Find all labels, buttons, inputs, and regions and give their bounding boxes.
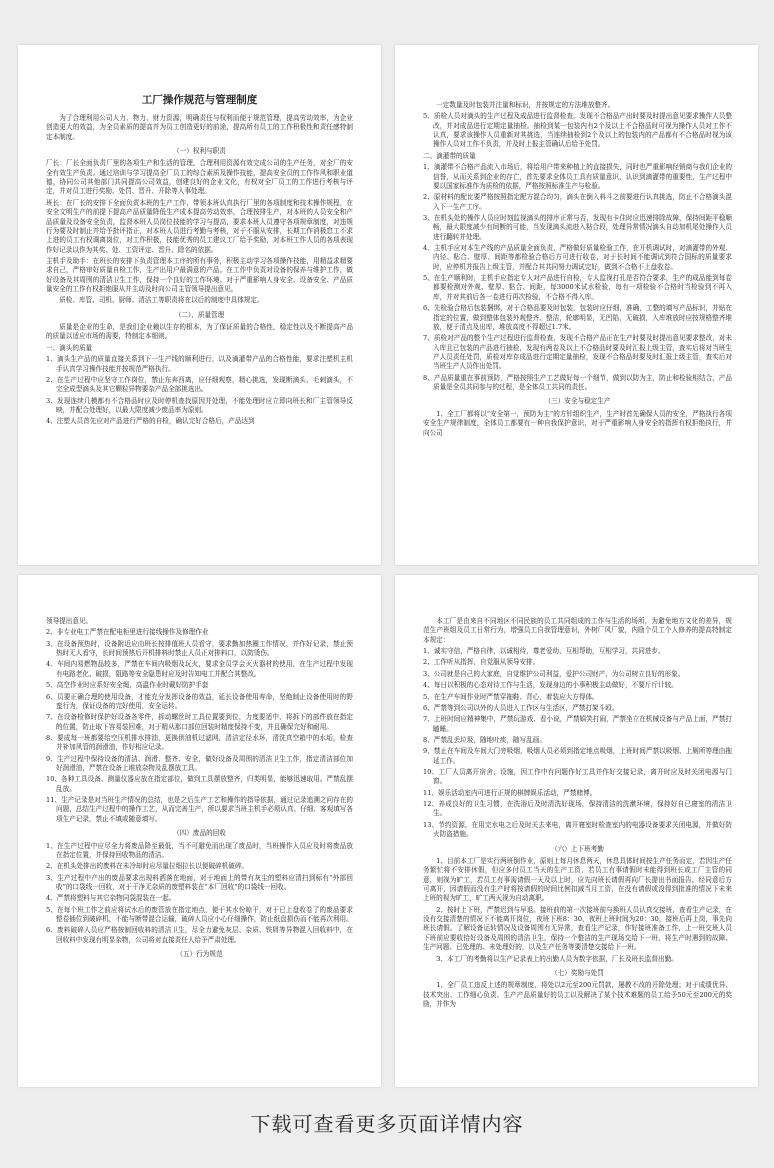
page-3 bbox=[18, 575, 381, 1087]
list-item: 11、娱乐活动室内可进行正规的棋牌娱乐活动，严禁赌博。 bbox=[423, 788, 597, 797]
paragraph: 质量是企业的生命，是我们企业赖以生存的根本，为了保证质量的合格性，稳定性以及不断提高产品的质量以适应市场的需要，特制定本细则。 bbox=[46, 323, 353, 341]
list-item: 6、严禁等到公司以外的人员进入工作区与生活区，严禁打架斗殴。 bbox=[423, 703, 619, 712]
page-4 bbox=[395, 575, 758, 1087]
intro-paragraph: 为了合理利用公司人力、物力、财力资源，明确责任与权利而便于规范管理，提高劳动效率，为企业创造更大的效益，为全员素质的提高并为员工创造更好的前途，提高所有员工的工作积极性和责任感特制定本制度。 bbox=[46, 113, 353, 141]
list-item: 6、先检验合格后包装捆绑，对于合格品要及时包装，包装时应仔细，准确，工整的填写产品标识，并贴在指定的位置，做到整体包装外观整齐、整洁，轮廓明显，无凹陷，无破损，入库堆放时应按规格整齐堆放，便于清点及出库，堆放高度不得超过1.7米。 bbox=[423, 304, 732, 331]
list-item: 11、生产记录是对当班生产情况的总结，也是之后生产工艺和操作的指导依据，通过记录追溯之问存在的问题，总结生产过程中的操作工艺，从而完善生产，所以要求当班主机手必须认真、仔细、客观填写各项生产记录，禁止不填或随意填写。 bbox=[46, 796, 353, 823]
paragraph: 3、本工厂的考勤将以生产记录表上的出勤人员为数字依据，厂长及班长监督出勤。 bbox=[436, 954, 678, 963]
list-item: 3、公司就是自己的大家庭，自觉维护公司利益，爱护公司财产，为公司树立良好的形象。 bbox=[423, 669, 685, 678]
list-item: 8、要成每一班都要给空压机排水排油，更换供油机过滤网，清洁定径水环，清洗真空箱中的水垢，检查并补加风管的润滑油，作好相应记录。 bbox=[46, 733, 353, 752]
list-item: 3、在设备预热时，设备附近应由班长按排值班人员看守，要求勤加热圈工作情况，并作好记录，禁止预热时无人看守，长时间预热后开机排料时禁止人员正对排料口，以防烫伤。 bbox=[46, 639, 353, 658]
document-title: 工厂操作规范与管理制度 bbox=[141, 94, 258, 106]
page-1 bbox=[18, 45, 381, 565]
list-item: 5、在生产顺利时，主机手应指定专人对产品进行自检，专人监视打孔是否符合要求，生产的成品能到每卷都要检测对外观、壁厚、粘合、间距，每3000米试水检验，每有一项检验不合格时当检验到不再入库，并对其前后各一卷进行再次检验，不合格不得入库。 bbox=[423, 274, 732, 301]
list-item: 4、注塑人员首先应对产品进行严格的自检，确认完好合格后，产品达到 bbox=[46, 417, 255, 426]
list-item: 1、滴头生产品的质量直接关系到下一生产线的顺利进行，以及滴灌带产品的合格性能，要求注塑机主机手认真学习操作技能并按规范严格执行。 bbox=[46, 355, 353, 373]
list-item: 4、每日以积极的心态对待工作与生活，发现身边的小事积极主动做好，不要斤斤计较。 bbox=[423, 681, 678, 690]
list-item: 1、滴灌带不合格产品流入市场后，将给用户带来种植上的直接损失，同时也严重影响经销商与我们企业的信誉，从而关系到企业的存亡，首先要求全体员工具有质量意识，认识到滴灌带的重要性，生产过程中要以国家标准作为质检的依据，严格按照标准生产与检验。 bbox=[423, 163, 732, 190]
list-item: 7、质检对产品的整个生产过程进行监督检查，发现不合格产品正在生产时要及时提出意见要求整改，对未入库且已包装的产品进行抽检，发现有两卷及以上不合格品时要及时汇报上级主管，查实后将对当班生产人员责任处罚，质检对库存成品进行定期定量抽检，发现不合格品时要及时汇报上级主管，查实后对当班生产人员作出处罚。 bbox=[423, 334, 732, 371]
list-item: 2、在生产过程中应坚守工作岗位，禁止东奔西离，应仔细观察，精心挑选，发现断滴头、毛刺滴头，不完全成型滴头及其它颗粒异物要杂产品全部挑选出。 bbox=[46, 375, 353, 394]
list-item: 12、养成良好的卫生习惯，在洗浴后及时清洗好现场，保持清洁的洗漱环境，保持好自已寝室的清洁卫生。 bbox=[423, 800, 732, 818]
list-item: 5、在每个班工作之前应将试水后的废管放在指定地点，便于其水份晾干，对于已上盘收卷了的废品要求整卷插位到破碎机，不能与断带混合运输，破碎人员应小心仔细操作，防止纸盘损伤而不能再次利用。 bbox=[46, 905, 353, 924]
subsection-heading: 一、滴头的质量 bbox=[46, 343, 93, 352]
section-heading: （二）、质量管理 bbox=[174, 310, 225, 319]
list-item: 3、发现连续几模都有不合格品时应及时停机查找原因并处理，不能处理时应立即向班长和厂主管领导反映，并配合处理好，以最大限度减少废品率为原则。 bbox=[46, 396, 353, 414]
list-item: 5、在生产车间作业时严禁穿拖鞋、背心，着装应大方得体。 bbox=[423, 692, 599, 701]
list-item: 1、在生产过程中应尽全力将废品降至最低，当不可避免而出现了废品时，当班操作人员应及时将废品放在指定位置，并保持回收物品的清洁。 bbox=[46, 841, 353, 859]
list-item: 3、在机头处的操作人员应时刻监视滴头的排序正常与否，发现有卡住时应迅速排除故障，保持间距平稳顺畅，最大限度减少有间断的可能，当发现滴头流进入粘合段，处理异常情况滴头自动加机尾处操作人员进行翻转并处理。 bbox=[423, 213, 732, 241]
list-item: 7、在设备检修时保护好设备各零件，拆动螺丝时工具位置要到位，力度要适中，将拆下的部件放在指定的位置，防止取下容易装回难，对于精从那口部位回装时精度保持不变，并且确保完好和耐用。 bbox=[46, 713, 353, 731]
list-item: 8、严禁乱丢垃圾，随地吐痰，随写乱画。 bbox=[423, 735, 546, 744]
list-item: 10、各种工具设备、测量仪器应放在指定部位，做到工具摆放整齐，归类明显，能够迅速取用。严禁乱摆乱放。 bbox=[46, 775, 353, 793]
list-item: 2、非专业电工严禁在配电柜里进行接线操作及修理作业 bbox=[46, 628, 209, 637]
list-item: 3、生产过程中产出的废品要求出现料洒落在地面，对于地面上的带有灰尘的塑料应清扫到标有“外部回收”的口袋线一回收，对于干净无杂质的废塑料装在“本厂回收”的口袋线一回收。 bbox=[46, 873, 353, 891]
paragraph: 班长：在厂长的安排下全面负责本班的生产工作，带领本班认真执行厂里的各项制度和技术操作规程，在安全文明生产的前提下提高产品质量降低生产成本提高劳动效率，合理按排生产，对本班的人员安全和产品质量及设备安全负责，监督本班人员岗位技能的学习与提高，要求本班人员遵守各项规章制度，对违规行为要及时制止并给予批评指正，对本班人员进行考勤与考核，对于不服从安排，长期工作消极怠工不求上进的员工有权调离岗位，对工作积极，技能优秀的员工建议工厂给予奖励，对本班工作人员的各项表现作好记录以作为其奖、处、工资评定、晋升、除名的依据。 bbox=[46, 198, 353, 254]
list-item: 4、严禁将塑料与其它杂物同袋混装在一起。 bbox=[46, 894, 176, 903]
section-heading: （六）上下班考勤 bbox=[551, 844, 604, 853]
download-more-caption: 下载可查看更多页面详情内容 bbox=[250, 1112, 524, 1136]
list-item: 4、车间内易燃物品较多，严禁在车间内吸烟及玩火，要求全员学会灭火器材的使用，在生产过程中发现有电路老化、破损，阻路等安全隐患时应及时告知电工并配合其整改。 bbox=[46, 660, 353, 678]
list-item: 5、质检人员对滴头的生产过程及成品进行监督检查，发现不合格品产出时要及时提出意见要求操作人员整改，并对成品进行定期定量抽检。抽检到某一包装内有2个及以上不合格品时可视为操作人员对工作不认真，要求该操作人员重新对其挑选，当连续抽检到2个及以上的包装内的产品都有不合格品时视为该操作人员对工作不负责，并及时上报主管确认后给予处罚。 bbox=[423, 112, 732, 149]
list-item: 2、工作听从指挥，自觉服从领导安排。 bbox=[423, 658, 540, 667]
list-item: 4、主机手应对本生产线的产品质量全面负责，严格做好质量检验工作，在开机调试时，对滴灌带的外观、内径、粘合、壁厚、间距等都检验合格后方可进行收卷，对于长时间不能调试到符合国标的质量要求时，应停机并报告上级主管，并配合其共同努力调试完好，做到不合格不上盘收卷。 bbox=[423, 244, 732, 271]
page-2 bbox=[395, 45, 758, 565]
list-item: 5、高空作业时应系好安全绳，高温作业时戴好防护手套 bbox=[46, 681, 209, 690]
list-item: 9、生产过程中保持设备的清洁、润滑、整齐、安全，做好设备及周围的清洁卫生工作，指定清洁部位加好润滑油，严禁在设备上堆放杂物及乱摆放工具。 bbox=[46, 754, 353, 773]
list-item: 8、产品质量重在事前预防，严格按照生产工艺做好每一个细节，做到以防为主，防止和检验相结合，产品质量是全员共同参与的过程，是全体员工共同的责任。 bbox=[423, 373, 732, 392]
list-item: 2、在机头处排出的废料在未冷却时应尽量拉细拉长以便破碎机破碎。 bbox=[46, 862, 249, 871]
list-item: 13、节约资源，在用完水电之后及时关去来电，离开寝室时检查室内的电器设备要求关闭电源，并做好防火防盗措施。 bbox=[423, 820, 732, 839]
section-heading: （五）行为规范 bbox=[176, 950, 223, 959]
paragraph: 质检、库管、司机、厨师、清洁工等职责将在以后的制度中具体规定。 bbox=[59, 296, 264, 305]
paragraph: 1、全工厂都将以“安全第一，预防为主”的方针组织生产，生产时首先确保人员的安全，严格执行各项安全生产规律制度，全体员工都要有一种自我保护意识，对于严重影响人身安全的指挥有权拒绝执行，并向公司 bbox=[423, 409, 732, 437]
paragraph: 1、目前本工厂是实行两班倒作业，原则上每月休息两天，休息具体时间按生产任务而定，若因生产任务繁忙将不安排休假，但应多付员工当天的生产工资，若员工有事请假时未能得到班长或工厂主管的同意，则视为旷工，若员工有事需请假一天及以上时，应先向班长请假再向厂长提出书面报告，经同意后方可离开，因请假而没有生产时将按请假的时间比例扣减当月工资，在没有请假或没得到批准的情况下未来上班的视为旷工，旷工两天视为自动离职。 bbox=[423, 856, 732, 903]
list-item: 2、原材料的配比要严格按照指定配方混合均匀，滴头在倒入料斗之前要进行认真挑选，防止不合格滴头混入下一生产工序。 bbox=[423, 193, 732, 211]
list-item: 1、诚实守信，严格自律，以诚相待，尊老爱幼，互相帮助，互相学习，共同进步。 bbox=[423, 647, 665, 656]
paragraph: 一定数量及时包装并注量和标识，并按规定的方法堆放整齐。 bbox=[436, 101, 615, 109]
paragraph: 领导提出意见。 bbox=[46, 617, 93, 625]
list-item: 9、禁止在车间及车间大门旁吸烟，吸烟人员必须到指定地点吸烟，上班时间严禁以吸烟、上厕所等理由拖延工作。 bbox=[423, 747, 732, 765]
subsection-heading: 二、滴灌带的质量 bbox=[423, 151, 476, 160]
paragraph: 2、按时上下班，严禁迟到与早退。接班前的第一次接班前与换班人员认真交接班，查看生产记录，在没有交接清楚的情况下不能离开岗位，夜班下班8：30，夜班上班时间为20：30，接班后再上岗，事先向班长请假。了解设备运转情况及设备周围有无异常，查看生产记录，作好接班准备工作，上一班交班人员下班前应要收拾好设备及周围的清洁卫生，保持一个整洁的生产现场交给下一班，将生产时遇到的故障、生产问题、已处理的、未处理好的，以及生产任务等要清楚交接给下一班。 bbox=[423, 905, 732, 952]
paragraph: 主机手及助手：在班长的安排下负责管理本工序的所有事务，积极主动学习各项操作技能，用精益求精要求自己，严格审好质量自检工作，生产出用户最满意的产品。在工作中负责对设备的保养与维护工作，做好设备及其周围的清洁卫生工作，保持一个良好的工作环境。对于严重影响人身安全、设备安全、产品质量安全的工作有权拒绝服从并主动及时向公司主管领导提出意见。 bbox=[46, 256, 353, 294]
paragraph: 本工厂是由来自不同地区不同民族的员工共同组成的工作与生活的场所，为避免地方文化的差异，规范生产班组及员工日常行为，增强员工自我管理意识，外树厂风厂貌，内励个员工个人修养的提高特制定本规定： bbox=[423, 617, 732, 644]
section-heading: （七）奖励与处罚 bbox=[551, 968, 604, 977]
paragraph: 1、全厂员工违反上述的规章制度，将处以2元至200元罚款，屡教不改的开除处理；对于成绩优异、技术突出、工作细心负责、生产产品质量好的员工以及解决了某个技术难题的员工给予50元至200元的奖励，并作为 bbox=[423, 981, 732, 1008]
section-heading: （四）废品的回收 bbox=[173, 829, 226, 838]
list-item: 10、工厂人员离开宿舍、设施，因工作中有问题作好工具并作好交接记录，离开时应及时关闭电源与门窗。 bbox=[423, 768, 732, 786]
list-item: 6、员要正确合理的使用设备，才能充分发挥设备的效益，延长设备使用寿命，坚绝制止设备使用时的野蛮行为，保证设备的完好使用，安全运转。 bbox=[46, 692, 353, 710]
list-item: 7、上班时间应精神集中，严禁玩游戏、看小说，严禁嬉笑打闹，严禁坐立在机械设备与产品上面，严禁打瞌睡。 bbox=[423, 715, 732, 733]
section-heading: （一）权利与职责 bbox=[173, 146, 226, 155]
paragraph: 厂长：厂长全面负责厂里的各项生产和生活的管理，合理利用资源有效完成公司的生产任务，对全厂的安全有效生产负责。通过培训与学习提高全厂员工的综合素质及操作技能，提高安全员的工作作风和职业道德，协同公司其他部门共同提高公司效益，创建良好的企业文化，有权对全厂员工的工作进行考核与评定，并对员工进行奖励、处罚、晋升、开除等人事处理。 bbox=[46, 159, 353, 196]
section-heading: （三）安全与稳定生产 bbox=[544, 397, 611, 406]
list-item: 6、废料破碎人员应严格按制回收料的清洁卫生，尽全力避免灰层、杂质、铁屑等异物混入回收料中，在回收料中发现有明显杂物，公司将对直接责任人给予严肃处理。 bbox=[46, 926, 353, 944]
